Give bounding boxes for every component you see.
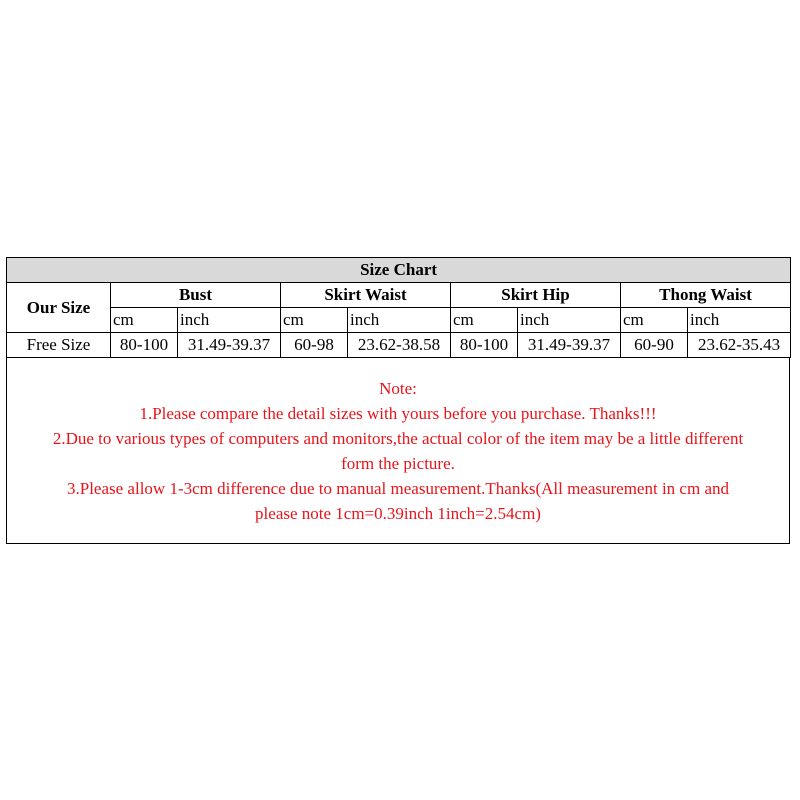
unit-header: inch [688, 308, 791, 333]
note-line: form the picture. [341, 454, 455, 473]
table-cell: 60-90 [621, 333, 688, 358]
table-cell: 31.49-39.37 [178, 333, 281, 358]
notes-box [6, 358, 790, 544]
size-label: Free Size [7, 333, 111, 358]
unit-header: inch [518, 308, 621, 333]
table-cell: 80-100 [451, 333, 518, 358]
group-header-skirt-hip: Skirt Hip [451, 283, 621, 308]
unit-header: inch [178, 308, 281, 333]
table-cell: 23.62-35.43 [688, 333, 791, 358]
row-header-our-size: Our Size [7, 283, 111, 333]
group-header-thong-waist: Thong Waist [621, 283, 791, 308]
note-line: 3.Please allow 1-3cm difference due to manual measurement.Thanks(All measurement in cm and [67, 479, 729, 498]
group-header-skirt-waist: Skirt Waist [281, 283, 451, 308]
note-heading: Note: [379, 379, 417, 398]
unit-header: cm [111, 308, 178, 333]
unit-header: cm [621, 308, 688, 333]
size-chart [6, 257, 790, 544]
table-title: Size Chart [7, 258, 791, 283]
table-row [7, 333, 791, 358]
table-cell: 80-100 [111, 333, 178, 358]
note-line: 1.Please compare the detail sizes with yours before you purchase. Thanks!!! [139, 404, 657, 423]
table-cell: 23.62-38.58 [348, 333, 451, 358]
unit-header: cm [451, 308, 518, 333]
size-table [6, 257, 791, 358]
unit-header: inch [348, 308, 451, 333]
note-line: 2.Due to various types of computers and monitors,the actual color of the item may be a little different [52, 429, 744, 448]
note-line: please note 1cm=0.39inch 1inch=2.54cm) [255, 504, 541, 523]
table-cell: 60-98 [281, 333, 348, 358]
unit-header: cm [281, 308, 348, 333]
group-header-bust: Bust [111, 283, 281, 308]
table-cell: 31.49-39.37 [518, 333, 621, 358]
